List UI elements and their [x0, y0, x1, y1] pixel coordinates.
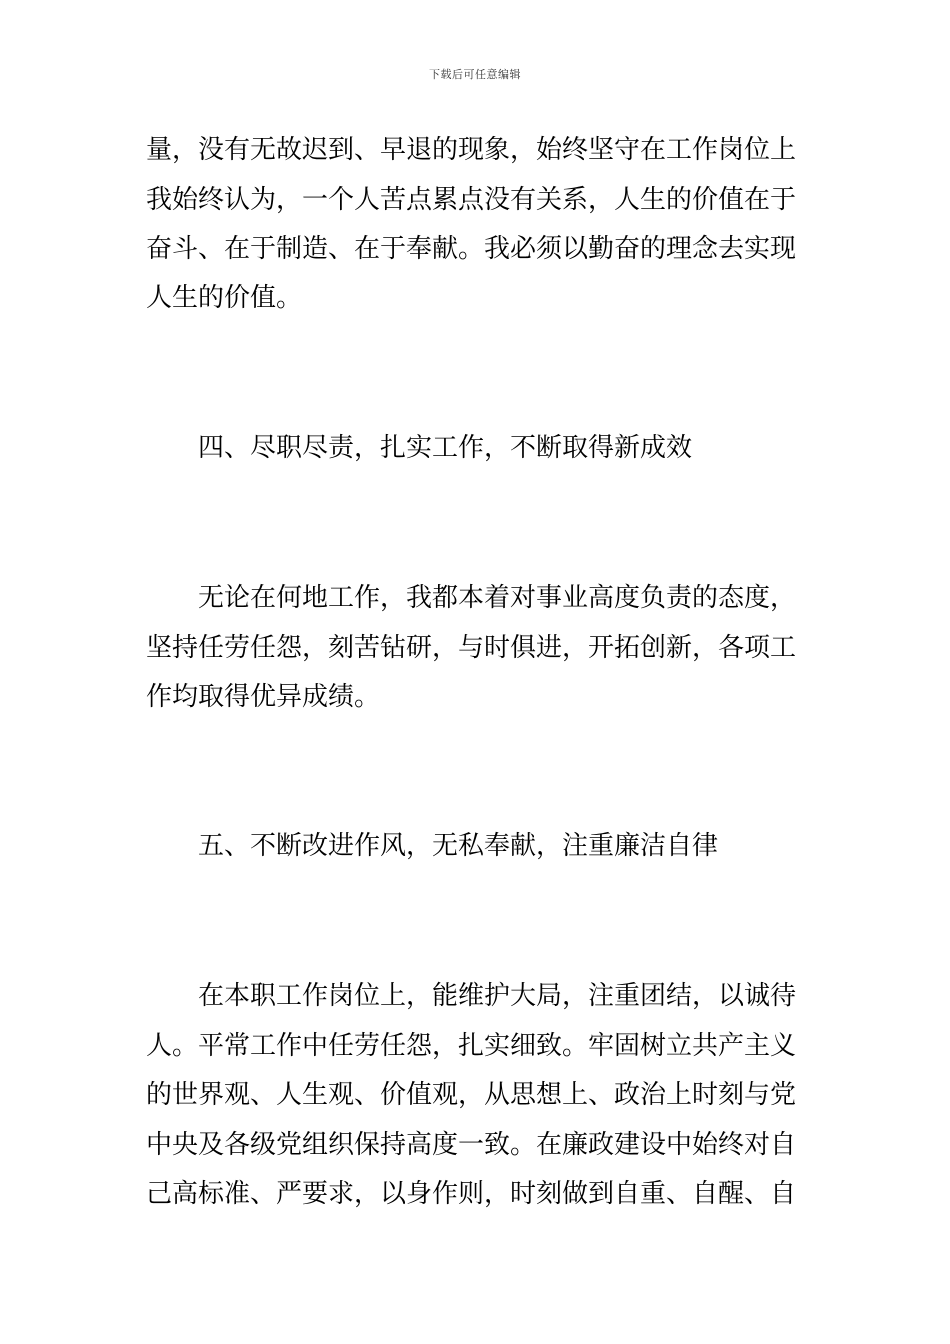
paragraph-line: 的世界观、人生观、价值观，从思想上、政治上时刻与党	[146, 1080, 797, 1110]
paragraph-line: 人。平常工作中任劳任怨，扎实细致。牢固树立共产主义	[146, 1031, 797, 1061]
paragraph-line: 奋斗、在于制造、在于奉献。我必须以勤奋的理念去实现	[146, 234, 797, 264]
paragraph-line: 中央及各级党组织保持高度一致。在廉政建设中始终对自	[146, 1130, 797, 1160]
paragraph-line: 人生的价值。	[146, 283, 303, 313]
paragraph-line: 作均取得优异成绩。	[146, 682, 381, 712]
paragraph-line: 己高标准、严要求，以身作则，时刻做到自重、自醒、自	[146, 1179, 797, 1209]
paragraph-line: 在本职工作岗位上，能维护大局，注重团结，以诚待	[198, 981, 797, 1011]
paragraph-line: 坚持任劳任怨，刻苦钻研，与时俱进，开拓创新，各项工	[146, 633, 797, 663]
paragraph-line: 我始终认为，一个人苦点累点没有关系，人生的价值在于	[146, 185, 797, 215]
section-heading: 五、不断改进作风，无私奉献，注重廉洁自律	[198, 831, 719, 861]
paragraph-line: 量，没有无故迟到、早退的现象，始终坚守在工作岗位上	[146, 135, 797, 165]
page-header: 下载后可任意编辑	[429, 68, 521, 81]
section-heading: 四、尽职尽责，扎实工作，不断取得新成效	[198, 433, 693, 463]
paragraph-line: 无论在何地工作，我都本着对事业高度负责的态度，	[198, 583, 797, 613]
